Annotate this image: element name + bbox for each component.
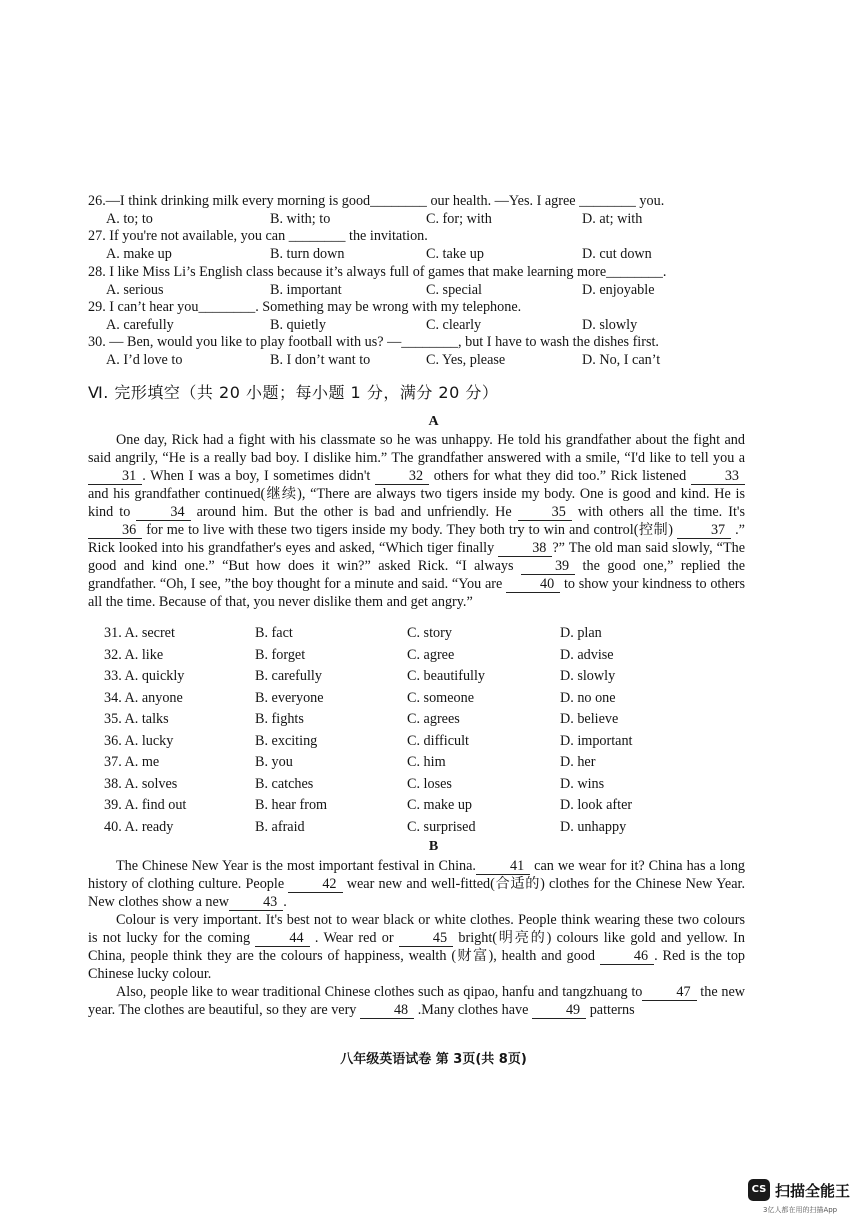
blank-45[interactable]: 45 — [399, 931, 453, 947]
blank-39[interactable]: 39 — [521, 559, 575, 575]
option-d: D. cut down — [582, 246, 652, 262]
passage-a: One day, Rick had a fight with his classmate so he was unhappy. He told his grandfather about the fight and said angrily, “He is a really bad boy. I dislike him.” The grandfather answered with a smile, “I'd like to tell you a 31 . When I was a boy, I sometimes didn't 32 others for what they did too.” Rick listened 33 and his grandfather continued(继续), “There are always two tigers inside my body. One is good and kind. He is kind to 34 around him. But the other is bad and unfriendly. He 35 with others all the time. It's 36 for me to live with these two tigers inside my body. They both try to win and control(控制) 37 .” Rick looked into his grandfather's eyes and asked, “Which tiger finally 38 ?” The old man said slowly, “The good and kind one.” “But how does it win?” asked Rick. “I always 39 the good one,” replied the grandfather. “Oh, I see, ”the boy thought for a minute and said. “You are 40 to show your kindness to others all the time. Because of that, you never dislike them and get angry.” — [88, 432, 746, 610]
cloze-row-35: 35. A. talks B. fights C. agrees D. believe — [104, 711, 619, 727]
camscanner-logo-icon: CS — [748, 1179, 770, 1201]
question-30: 30. — Ben, would you like to play football with us? —________, but I have to wash the dishes first. — [88, 334, 659, 350]
options-28 — [106, 282, 766, 299]
blank-37[interactable]: 37 — [677, 523, 731, 539]
option-c: C. special — [426, 282, 482, 298]
blank-35[interactable]: 35 — [518, 505, 572, 521]
question-26: 26.—I think drinking milk every morning is good________ our health. —Yes. I agree ________ you. — [88, 193, 665, 209]
scanner-brand: 扫描全能王 — [775, 1182, 851, 1200]
blank-44[interactable]: 44 — [255, 931, 309, 947]
question-28: 28. I like Miss Li’s English class because it’s always full of games that make learning more________. — [88, 264, 667, 280]
option-c: C. clearly — [426, 317, 482, 333]
option-a: A. make up — [106, 246, 172, 262]
blank-33[interactable]: 33 — [691, 469, 745, 485]
blank-31[interactable]: 31 — [88, 469, 142, 485]
cloze-row-34: 34. A. anyone B. everyone C. someone D. no one — [104, 690, 616, 706]
blank-48[interactable]: 48 — [360, 1003, 414, 1019]
option-a: A. serious — [106, 282, 164, 298]
option-d: D. enjoyable — [582, 282, 655, 298]
blank-38[interactable]: 38 — [498, 541, 552, 557]
blank-47[interactable]: 47 — [642, 985, 696, 1001]
option-b: B. important — [270, 282, 342, 298]
option-b: B. turn down — [270, 246, 345, 262]
passage-b: The Chinese New Year is the most important festival in China. 41 can we wear for it? China has a long history of clothing culture. People 42 wear new and well-fitted(合适的) clothes for the Chinese New Year. New clothes show a new 43 . Colour is very important. It's best not to wear black or white clothes. People think wearing these two colours is not lucky for the coming 44 . Wear red or 45 bright(明亮的) colours like gold and yellow. In China, people think they are the colours of happiness, wealth (财富), health and good 46 . Red is the top Chinese lucky colour. Also, people like to wear traditional Chinese clothes such as qipao, hanfu and tangzhuang to 47 the new year. The clothes are beautiful, so they are very 48 .Many clothes have 49 patterns — [88, 858, 746, 1018]
option-c: C. take up — [426, 246, 484, 262]
blank-32[interactable]: 32 — [375, 469, 429, 485]
option-b: B. with; to — [270, 211, 331, 227]
blank-42[interactable]: 42 — [288, 877, 342, 893]
option-c: C. Yes, please — [426, 352, 506, 368]
cloze-row-36: 36. A. lucky B. exciting C. difficult D. important — [104, 733, 633, 749]
cloze-row-37: 37. A. me B. you C. him D. her — [104, 754, 596, 770]
blank-43[interactable]: 43 — [229, 895, 283, 911]
option-d: D. No, I can’t — [582, 352, 661, 368]
blank-34[interactable]: 34 — [136, 505, 190, 521]
cloze-row-39: 39. A. find out B. hear from C. make up D. look after — [104, 797, 633, 813]
section-title: Ⅵ. 完形填空（共 20 小题；每小题 1 分，满分 20 分） — [88, 383, 499, 402]
options-27 — [106, 246, 766, 263]
option-b: B. I don’t want to — [270, 352, 371, 368]
blank-46[interactable]: 46 — [600, 949, 654, 965]
cloze-row-33: 33. A. quickly B. carefully C. beautifully D. slowly — [104, 668, 616, 684]
page-footer: 八年级英语试卷 第 3页(共 8页) — [340, 1052, 527, 1067]
cloze-row-40: 40. A. ready B. afraid C. surprised D. unhappy — [104, 819, 627, 835]
options-29 — [106, 317, 766, 334]
option-d: D. slowly — [582, 317, 638, 333]
option-a: A. I’d love to — [106, 352, 183, 368]
question-29: 29. I can’t hear you________. Something may be wrong with my telephone. — [88, 299, 522, 315]
blank-40[interactable]: 40 — [506, 577, 560, 593]
blank-41[interactable]: 41 — [476, 859, 530, 875]
cloze-row-38: 38. A. solves B. catches C. loses D. wins — [104, 776, 605, 792]
question-27: 27. If you're not available, you can ________ the invitation. — [88, 228, 428, 244]
options-26 — [106, 211, 766, 228]
option-c: C. for; with — [426, 211, 492, 227]
scanner-tagline: 3亿人都在用的扫描App — [763, 1206, 838, 1214]
option-d: D. at; with — [582, 211, 643, 227]
passage-b-label: B — [428, 839, 439, 854]
cloze-row-32: 32. A. like B. forget C. agree D. advise — [104, 647, 614, 663]
options-30 — [106, 352, 766, 369]
passage-a-label: A — [428, 414, 439, 429]
cloze-row-31: 31. A. secret B. fact C. story D. plan — [104, 625, 602, 641]
option-a: A. carefully — [106, 317, 174, 333]
option-a: A. to; to — [106, 211, 153, 227]
blank-49[interactable]: 49 — [532, 1003, 586, 1019]
blank-36[interactable]: 36 — [88, 523, 142, 539]
option-b: B. quietly — [270, 317, 326, 333]
